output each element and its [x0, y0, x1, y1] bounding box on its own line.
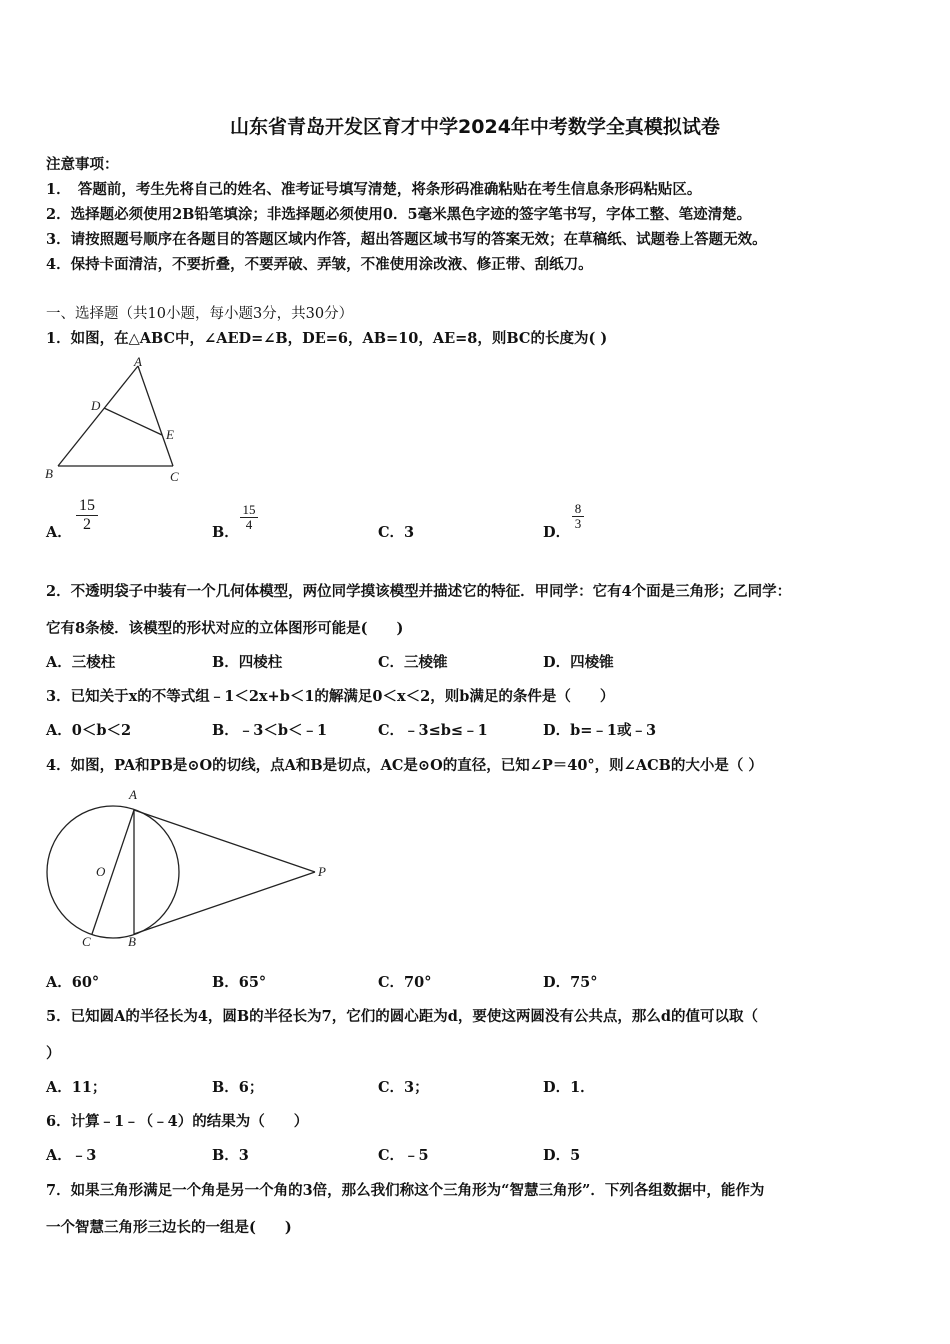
notice-item: 1． 答题前，考生先将自己的姓名、准考证号填写清楚，将条形码准确粘贴在考生信息条形码粘贴区。 — [46, 181, 702, 198]
q2-option-c: C．三棱锥 — [378, 654, 448, 671]
question-4-stem: 4．如图，PA和PB是⊙O的切线，点A和B是切点，AC是⊙O的直径，已知∠P＝40°，则∠ACB的大小是（ ） — [46, 757, 763, 774]
q5-option-b: B．6； — [212, 1079, 264, 1096]
notice-heading: 注意事项： — [46, 156, 119, 173]
question-7-stem: 7．如果三角形满足一个角是另一个角的3倍，那么我们称这个三角形为“智慧三角形”．下列各组数据中，能作为 — [46, 1182, 765, 1199]
question-7-stem: 一个智慧三角形三边长的一组是( ) — [46, 1219, 292, 1236]
q1-option-b: B． — [212, 524, 239, 541]
q4-option-c: C．70° — [378, 974, 432, 991]
q4-option-d: D．75° — [543, 974, 598, 991]
label-B: B — [45, 466, 53, 481]
notice-item: 2．选择题必须使用2B铅笔填涂；非选择题必须使用0．5毫米黑色字迹的签字笔书写，字体工整、笔迹清楚。 — [46, 206, 752, 223]
question-5-stem: ） — [46, 1045, 61, 1062]
label-A: A — [134, 354, 142, 369]
q1-option-a-fraction — [76, 497, 98, 533]
q1-option-d: D． — [543, 524, 571, 541]
q6-option-c: C．﹣5 — [378, 1147, 429, 1164]
q3-option-d: D．b=﹣1或﹣3 — [543, 722, 657, 739]
q3-option-c: C．﹣3≤b≤﹣1 — [378, 722, 488, 739]
notice-item: 3．请按照题号顺序在各题目的答题区域内作答，超出答题区域书写的答案无效；在草稿纸、试题卷上答题无效。 — [46, 231, 767, 248]
q2-option-d: D．四棱锥 — [543, 654, 614, 671]
question-5-stem: 5．已知圆A的半径长为4，圆B的半径长为7，它们的圆心距为d，要使这两圆没有公共点，那么d的值可以取（ — [46, 1008, 759, 1025]
q4-option-b: B．65° — [212, 974, 267, 991]
denominator: 2 — [76, 515, 98, 534]
question-1-stem: 1．如图，在△ABC中，∠AED=∠B，DE=6，AB=10，AE=8，则BC的长度为( ) — [46, 330, 608, 347]
label-O: O — [96, 864, 106, 879]
q5-option-c: C．3； — [378, 1079, 429, 1096]
label-C: C — [82, 934, 91, 949]
q5-option-a: A．11； — [46, 1079, 107, 1096]
denominator: 3 — [572, 516, 584, 531]
section-heading: 一、选择题（共10小题，每小题3分，共30分） — [46, 306, 354, 322]
q3-option-a: A．0＜b＜2 — [46, 722, 132, 739]
question-3-stem: 3．已知关于x的不等式组﹣1＜2x+b＜1的解满足0＜x＜2，则b满足的条件是（ ） — [46, 688, 615, 705]
q6-option-a: A．﹣3 — [46, 1147, 97, 1164]
q2-option-a: A．三棱柱 — [46, 654, 116, 671]
denominator: 4 — [240, 517, 258, 532]
q3-option-b: B．﹣3＜b＜﹣1 — [212, 722, 328, 739]
q1-option-b-fraction — [240, 503, 258, 533]
label-P: P — [318, 864, 326, 879]
label-C: C — [170, 469, 179, 484]
numerator: 15 — [79, 497, 95, 514]
circle-tangent-figure — [40, 782, 350, 962]
q1-option-d-fraction — [572, 502, 584, 532]
q6-option-b: B．3 — [212, 1147, 249, 1164]
page-title: 山东省青岛开发区育才中学2024年中考数学全真模拟试卷 — [230, 116, 720, 138]
q5-option-d: D．1． — [543, 1079, 595, 1096]
q4-option-a: A．60° — [46, 974, 100, 991]
question-6-stem: 6．计算﹣1﹣（﹣4）的结果为（ ） — [46, 1113, 309, 1130]
q1-option-a: A． — [46, 524, 72, 541]
label-E: E — [166, 427, 174, 442]
numerator: 8 — [574, 501, 582, 516]
q2-option-b: B．四棱柱 — [212, 654, 283, 671]
q1-option-c: C．3 — [378, 524, 415, 541]
label-D: D — [91, 398, 101, 413]
numerator: 15 — [242, 502, 256, 517]
label-B: B — [128, 934, 136, 949]
triangle-figure — [40, 352, 200, 492]
question-2-stem: 2．不透明袋子中装有一个几何体模型，两位同学摸该模型并描述它的特征．甲同学：它有4个面是三角形；乙同学： — [46, 583, 792, 600]
q6-option-d: D．5 — [543, 1147, 581, 1164]
label-A: A — [129, 787, 137, 802]
notice-item: 4．保持卡面清洁，不要折叠，不要弄破、弄皱，不准使用涂改液、修正带、刮纸刀。 — [46, 256, 593, 273]
question-2-stem: 它有8条棱．该模型的形状对应的立体图形可能是( ) — [46, 620, 404, 637]
